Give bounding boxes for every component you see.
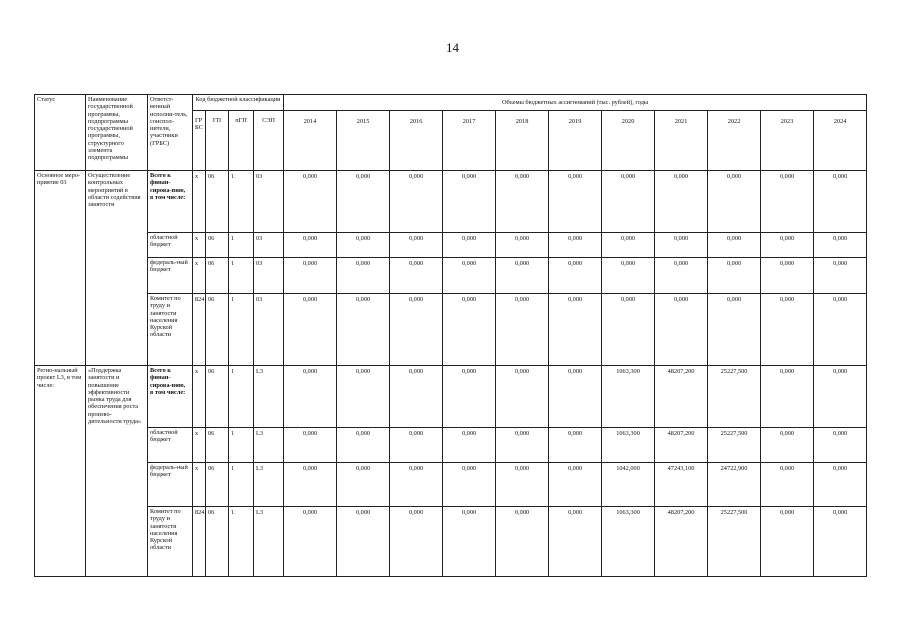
value-cell: 0,000: [337, 428, 390, 463]
value-cell: 0,000: [390, 171, 443, 233]
value-cell: 0,000: [337, 171, 390, 233]
value-cell: 0,000: [284, 171, 337, 233]
gp-code-cell: 06: [206, 366, 229, 428]
value-cell: 0,000: [284, 366, 337, 428]
header-year: 2019: [549, 111, 602, 171]
gp-code-cell: 06: [206, 258, 229, 294]
table-row: [35, 428, 867, 463]
value-cell: 0,000: [443, 258, 496, 294]
grbs-code-cell: 824: [193, 294, 206, 366]
value-cell: 0,000: [549, 463, 602, 507]
gp-code-cell: 06: [206, 463, 229, 507]
gp-code-cell: 06: [206, 294, 229, 366]
table-body: [35, 171, 867, 577]
pgp-code-cell: 1: [229, 366, 254, 428]
gp-code-cell: 06: [206, 233, 229, 258]
grbs-code-cell: x: [193, 428, 206, 463]
gp-code-cell: 06: [206, 507, 229, 577]
value-cell: 0,000: [761, 258, 814, 294]
value-cell: 0,000: [708, 258, 761, 294]
value-cell: 0,000: [814, 294, 867, 366]
status-cell: Регио-нальный проект L3, в том числе:: [35, 366, 86, 577]
value-cell: 0,000: [496, 171, 549, 233]
value-cell: 0,000: [337, 258, 390, 294]
pgp-code-cell: 1: [229, 428, 254, 463]
value-cell: 24722,900: [708, 463, 761, 507]
value-cell: 0,000: [708, 171, 761, 233]
value-cell: 0,000: [655, 233, 708, 258]
value-cell: 0,000: [284, 428, 337, 463]
value-cell: 0,000: [284, 233, 337, 258]
value-cell: 0,000: [443, 463, 496, 507]
sep-code-cell: L3: [254, 507, 284, 577]
header-code-sep: СЭП: [254, 111, 284, 171]
grbs-code-cell: x: [193, 463, 206, 507]
value-cell: 0,000: [761, 463, 814, 507]
value-cell: 0,000: [549, 171, 602, 233]
value-cell: 0,000: [549, 258, 602, 294]
value-cell: 0,000: [337, 463, 390, 507]
executor-cell: областной бюджет: [148, 428, 193, 463]
table-row: [35, 233, 867, 258]
page-number: 14: [446, 40, 459, 55]
grbs-code-cell: x: [193, 171, 206, 233]
value-cell: 0,000: [496, 428, 549, 463]
value-cell: 0,000: [708, 233, 761, 258]
value-cell: 0,000: [496, 366, 549, 428]
value-cell: 0,000: [390, 366, 443, 428]
value-cell: 25227,500: [708, 507, 761, 577]
value-cell: 0,000: [443, 507, 496, 577]
executor-cell: областной бюджет: [148, 233, 193, 258]
value-cell: 0,000: [496, 463, 549, 507]
program-name-cell: «Поддержка занятости и повышение эффективности рынка труда для обеспечения роста произво-дительности труда»: [86, 366, 148, 577]
value-cell: 0,000: [549, 507, 602, 577]
value-cell: 0,000: [284, 258, 337, 294]
header-year: 2024: [814, 111, 867, 171]
value-cell: 0,000: [761, 233, 814, 258]
value-cell: 0,000: [814, 258, 867, 294]
value-cell: 1063,300: [602, 366, 655, 428]
value-cell: 0,000: [390, 463, 443, 507]
value-cell: 0,000: [761, 428, 814, 463]
pgp-code-cell: 1: [229, 463, 254, 507]
header-year: 2018: [496, 111, 549, 171]
value-cell: 0,000: [496, 233, 549, 258]
sep-code-cell: 03: [254, 294, 284, 366]
value-cell: 0,000: [602, 171, 655, 233]
value-cell: 0,000: [761, 507, 814, 577]
grbs-code-cell: 824: [193, 507, 206, 577]
pgp-code-cell: 1: [229, 294, 254, 366]
pgp-code-cell: 1: [229, 258, 254, 294]
budget-table: [34, 94, 867, 577]
executor-cell: Комитет по труду и занятости населения Курской области: [148, 507, 193, 577]
header-row-top: [35, 95, 867, 111]
gp-code-cell: 06: [206, 171, 229, 233]
value-cell: 0,000: [814, 366, 867, 428]
value-cell: 0,000: [814, 233, 867, 258]
value-cell: 25227,500: [708, 366, 761, 428]
value-cell: 0,000: [708, 294, 761, 366]
executor-cell: Всего к финан-сирова-нию, в том числе:: [148, 366, 193, 428]
header-volume: Объемы бюджетных ассигнований (тыс. рублей), годы: [284, 95, 867, 111]
pgp-code-cell: 1: [229, 507, 254, 577]
value-cell: 1042,000: [602, 463, 655, 507]
executor-cell: федераль-ный бюджет: [148, 258, 193, 294]
value-cell: 0,000: [549, 428, 602, 463]
value-cell: 0,000: [814, 428, 867, 463]
grbs-code-cell: x: [193, 233, 206, 258]
table-row: [35, 294, 867, 366]
value-cell: 47243,100: [655, 463, 708, 507]
header-code-gp: ГП: [206, 111, 229, 171]
value-cell: 0,000: [390, 233, 443, 258]
value-cell: 0,000: [496, 507, 549, 577]
value-cell: 1063,300: [602, 507, 655, 577]
header-budget-code: Код бюджетной классификации: [193, 95, 284, 111]
value-cell: 0,000: [655, 294, 708, 366]
value-cell: 0,000: [443, 428, 496, 463]
executor-cell: Комитет по труду и занятости населения Курской области: [148, 294, 193, 366]
value-cell: 0,000: [390, 294, 443, 366]
table-row: [35, 507, 867, 577]
pgp-code-cell: 1: [229, 171, 254, 233]
table-row: [35, 171, 867, 233]
value-cell: 0,000: [284, 463, 337, 507]
value-cell: 0,000: [443, 233, 496, 258]
value-cell: 0,000: [814, 507, 867, 577]
table-row: [35, 258, 867, 294]
value-cell: 0,000: [602, 258, 655, 294]
value-cell: 0,000: [761, 294, 814, 366]
header-year: 2022: [708, 111, 761, 171]
sep-code-cell: L3: [254, 428, 284, 463]
value-cell: 0,000: [655, 171, 708, 233]
gp-code-cell: 06: [206, 428, 229, 463]
value-cell: 0,000: [761, 366, 814, 428]
header-year: 2015: [337, 111, 390, 171]
value-cell: 48207,200: [655, 428, 708, 463]
value-cell: 0,000: [549, 294, 602, 366]
program-name-cell: Осуществление контрольных мероприятий в области содействия занятости: [86, 171, 148, 366]
value-cell: 0,000: [443, 294, 496, 366]
header-year: 2023: [761, 111, 814, 171]
value-cell: 0,000: [761, 171, 814, 233]
value-cell: 25227,500: [708, 428, 761, 463]
header-name: Наименование государственной программы, подпрограммы государственной программы, структурного элемента подпрограммы: [86, 95, 148, 171]
value-cell: 48207,200: [655, 507, 708, 577]
value-cell: 0,000: [390, 507, 443, 577]
value-cell: 0,000: [814, 171, 867, 233]
value-cell: 0,000: [549, 366, 602, 428]
table-row: [35, 366, 867, 428]
value-cell: 1063,300: [602, 428, 655, 463]
grbs-code-cell: x: [193, 258, 206, 294]
value-cell: 0,000: [602, 233, 655, 258]
value-cell: 0,000: [814, 463, 867, 507]
value-cell: 0,000: [496, 294, 549, 366]
table-row: [35, 463, 867, 507]
value-cell: 0,000: [655, 258, 708, 294]
value-cell: 0,000: [549, 233, 602, 258]
header-year: 2014: [284, 111, 337, 171]
header-year: 2021: [655, 111, 708, 171]
executor-cell: федераль-ный бюджет: [148, 463, 193, 507]
sep-code-cell: L3: [254, 366, 284, 428]
header-code-grbs: ГР БС: [193, 111, 206, 171]
header-year: 2017: [443, 111, 496, 171]
grbs-code-cell: x: [193, 366, 206, 428]
value-cell: 0,000: [390, 258, 443, 294]
value-cell: 0,000: [337, 507, 390, 577]
value-cell: 0,000: [337, 233, 390, 258]
header-executor: Ответст-венный исполни-тель, соиспол-нители, участники (ГРБС): [148, 95, 193, 171]
header-code-pgp: пГП: [229, 111, 254, 171]
value-cell: 0,000: [602, 294, 655, 366]
value-cell: 0,000: [443, 171, 496, 233]
executor-cell: Всего к финан-сирова-нию, в том числе:: [148, 171, 193, 233]
value-cell: 0,000: [284, 507, 337, 577]
value-cell: 0,000: [443, 366, 496, 428]
sep-code-cell: 03: [254, 171, 284, 233]
pgp-code-cell: 1: [229, 233, 254, 258]
value-cell: 0,000: [337, 294, 390, 366]
value-cell: 0,000: [284, 294, 337, 366]
value-cell: 0,000: [390, 428, 443, 463]
header-year: 2016: [390, 111, 443, 171]
value-cell: 0,000: [337, 366, 390, 428]
value-cell: 48207,200: [655, 366, 708, 428]
header-status: Статус: [35, 95, 86, 171]
value-cell: 0,000: [496, 258, 549, 294]
header-year: 2020: [602, 111, 655, 171]
sep-code-cell: 03: [254, 258, 284, 294]
sep-code-cell: 03: [254, 233, 284, 258]
sep-code-cell: L3: [254, 463, 284, 507]
status-cell: Основное меро-приятие 03: [35, 171, 86, 366]
